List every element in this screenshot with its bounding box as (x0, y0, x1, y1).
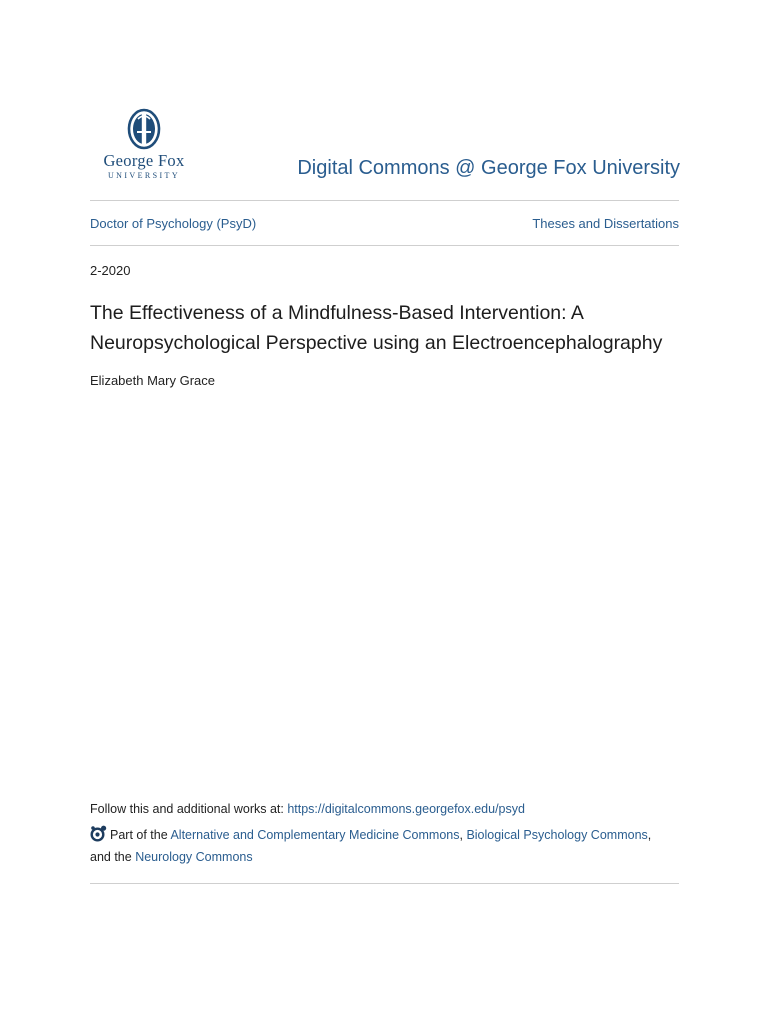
torch-shield-icon (88, 108, 200, 152)
separator: , (647, 828, 652, 842)
separator: , (459, 828, 467, 842)
commons-link-neurology[interactable]: Neurology Commons (135, 850, 253, 864)
breadcrumb-program-link[interactable]: Doctor of Psychology (PsyD) (90, 216, 257, 231)
site-title-link[interactable]: Digital Commons @ George Fox University (297, 157, 680, 179)
logo-wordmark: George Fox (103, 151, 185, 170)
divider (90, 883, 679, 884)
logo-subtitle: UNIVERSITY (108, 171, 180, 180)
part-of-line (90, 824, 690, 846)
part-of-line (90, 846, 690, 868)
divider (90, 245, 679, 246)
george-fox-logo[interactable] (88, 108, 200, 182)
title-line: Neuropsychological Perspective using an Electroencephalography (90, 332, 663, 354)
breadcrumb-collection-link[interactable]: Theses and Dissertations (532, 216, 679, 231)
network-icon (90, 825, 107, 842)
collection-url-link[interactable]: https://digitalcommons.georgefox.edu/psyd (287, 802, 525, 816)
part-of-text: Part of the (110, 828, 171, 842)
follow-text: Follow this and additional works at: (90, 802, 288, 816)
part-of-commons (90, 824, 690, 868)
document-title (90, 298, 690, 358)
divider (90, 200, 679, 201)
author-name[interactable]: Elizabeth Mary Grace (90, 373, 215, 388)
commons-link-alternative-medicine[interactable]: Alternative and Complementary Medicine Commons (170, 828, 460, 842)
and-the-text: and the (90, 850, 136, 864)
commons-link-biological-psychology[interactable]: Biological Psychology Commons (466, 828, 648, 842)
publication-date: 2-2020 (90, 263, 131, 278)
follow-line (90, 802, 525, 816)
title-line: The Effectiveness of a Mindfulness-Based Intervention: A (90, 302, 584, 324)
